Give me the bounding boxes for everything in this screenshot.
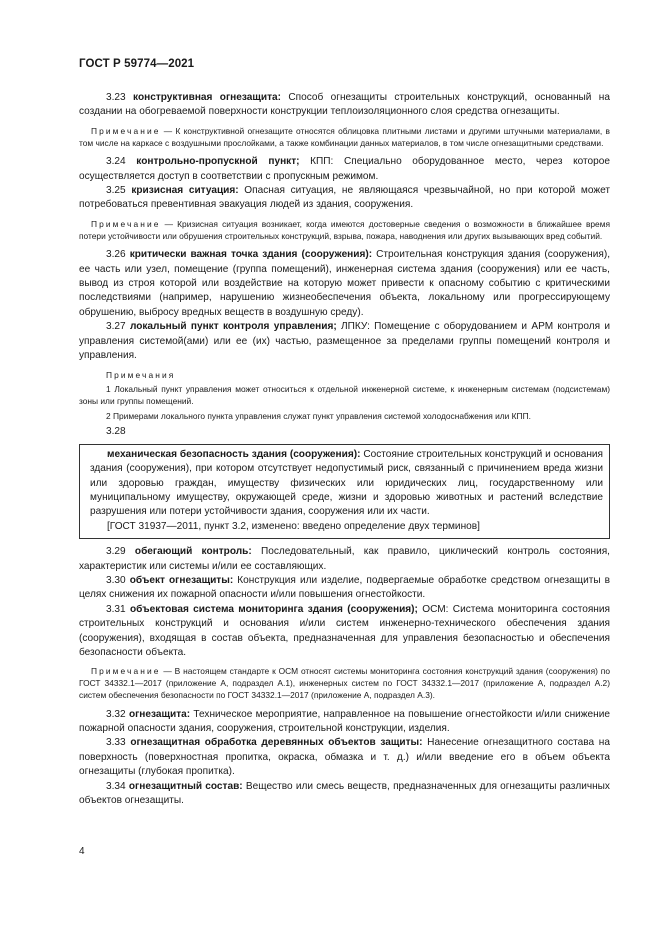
term: огнезащитная обработка деревянных объектов защиты: bbox=[130, 737, 423, 749]
entry-3-30: 3.30 объект огнезащиты: Конструкция или изделие, подвергаемые обработке средством огнезащиты в целях снижения их пожарной опасности и/или повышения огнестойкости. bbox=[79, 574, 611, 601]
entry-3-33: 3.33 огнезащитная обработка деревянных объектов защиты: Нанесение огнезащитного состава на поверхность (поверхностная пропитка, окраска, обмазка и т. д.) и/или введение его в объем объекта огнезащиты (глубокая пропитка). bbox=[79, 737, 610, 778]
entry-3-34: 3.34 огнезащитный состав: Вещество или смесь веществ, предназначенных для огнезащиты различных объектов огнезащиты. bbox=[79, 780, 610, 806]
entry-3-28: механическая безопасность здания (сооружения): Состояние строительных конструкций и основания здания (сооружения), при котором отсутствует недопустимый риск, связанный с причинением вреда жизни или здоровью граждан, имуществу физических или юридических лиц, государственному или муниципальному имуществу, окружающей среде, жизни и здоровью животных и растений вследствие разрушения или потери устойчивости здания, сооружения или их части. bbox=[90, 448, 603, 518]
entry-3-28-reference: [ГОСТ 31937—2011, пункт 3.2, изменено: введено определение двух терминов] bbox=[107, 520, 480, 532]
notes-3-27-heading: Примечания bbox=[106, 369, 176, 380]
page-number: 4 bbox=[79, 846, 85, 857]
term: конструктивная огнезащита: bbox=[133, 92, 282, 103]
entry-3-31: 3.31 объектовая система мониторинга здания (сооружения); ОСМ: Система мониторинга состояния строительных конструкций и основания и/или систем инженерно-технического обеспечения здания (сооружения), входящая в состав объекта, предназначенная для управления безопасностью и обеспечения безопасности объекта. bbox=[79, 603, 610, 658]
term: обегающий контроль: bbox=[134, 546, 252, 558]
term: контрольно-пропускной пункт; bbox=[136, 156, 300, 168]
term: механическая безопасность здания (сооружения): bbox=[107, 448, 361, 460]
term: объект огнезащиты: bbox=[129, 574, 234, 586]
entry-3-25: 3.25 кризисная ситуация: Опасная ситуация, не являющаяся чрезвычайной, но при которой может потребоваться превентивная эвакуация людей из здания, сооружения. bbox=[79, 185, 611, 211]
standard-header: ГОСТ Р 59774—2021 bbox=[79, 58, 195, 70]
entry-3-26: 3.26 критически важная точка здания (сооружения): Строительная конструкция здания (сооружения), ее часть или узел, помещение (группа помещений), инженерная система здания (сооружения) или ее часть, вывод из строя которой или воздействие на которую может привести к опасному событию с критическими последствиями (например, нарушению жизнеобеспечения объекта, локальному или прогрессирующему обрушению, выбросу вредных веществ в воздушную среду). bbox=[79, 249, 610, 318]
document-body bbox=[79, 91, 610, 808]
entry-3-32: 3.32 огнезащита: Техническое мероприятие, направленное на повышение огнестойкости и/или снижение пожарной опасности здания, сооружения, строительной конструкции, изделия. bbox=[79, 708, 610, 734]
entry-3-29: 3.29 обегающий контроль: Последовательный, как правило, циклический контроль состояния, характеристик или системы и/или ее составляющих. bbox=[79, 546, 610, 572]
note-3-31: Примечание — В настоящем стандарте к ОСМ относят системы мониторинга состояния конструкций здания (сооружения) по ГОСТ 34332.1—2017 (приложение А, подраздел А.1), инженерных систем по ГОСТ 34332.1—2017 (приложение А, подраздел А.2) систем обеспечения безопасности по ГОСТ 34332.1—2017 (приложение А, подраздел А.3). bbox=[79, 666, 610, 700]
entry-3-23: 3.23 конструктивная огнезащита: Способ огнезащиты строительных конструкций, основанный на создании на обогреваемой поверхности конструкции теплоизоляционного слоя средства огнезащиты. bbox=[79, 92, 610, 118]
note-3-27-item-2: 2 Примерами локального пункта управления служат пункт управления системой холодоснабжения или КПП. bbox=[106, 410, 531, 421]
entry-3-28-box bbox=[79, 444, 610, 539]
note-3-27-item-1: 1 Локальный пункт управления может относиться к отдельной инженерной системе, к инженерным системам (подсистемам) зоны или группы помещений. bbox=[79, 384, 610, 406]
entry-3-28-number: 3.28 bbox=[106, 426, 126, 438]
entry-3-27: 3.27 локальный пункт контроля управления; ЛПКУ: Помещение с оборудованием и АРМ контроля и управления системой(ами) или ее (их) частью, размещенное за пределами группы помещений контроля и управления. bbox=[79, 321, 610, 362]
note-3-25: Примечание — Кризисная ситуация возникает, когда имеются достоверные сведения о возможности в ближайшее время потери устойчивости или обрушения строительных конструкций, взрыва, пожара, наводнения или других вызывающих вред событий. bbox=[79, 218, 610, 241]
note-3-23: Примечание — К конструктивной огнезащите относятся облицовка плитными листами и другими штучными материалами, в том числе на каркасе с воздушными прослойками, а также комбинации данных материалов, в том числе огнезащитными средствами. bbox=[79, 125, 610, 148]
term: огнезащитный состав: bbox=[128, 780, 243, 792]
term: критически важная точка здания (сооружения): bbox=[129, 249, 373, 261]
term: огнезащита: bbox=[128, 708, 191, 720]
term: локальный пункт контроля управления; bbox=[129, 321, 337, 333]
term: кризисная ситуация: bbox=[131, 185, 239, 197]
term: объектовая система мониторинга здания (сооружения); bbox=[130, 603, 418, 615]
entry-3-24: 3.24 контрольно-пропускной пункт; КПП: Специально оборудованное место, через которое осуществляется доступ в соответствии с пропускным режимом. bbox=[79, 156, 611, 182]
